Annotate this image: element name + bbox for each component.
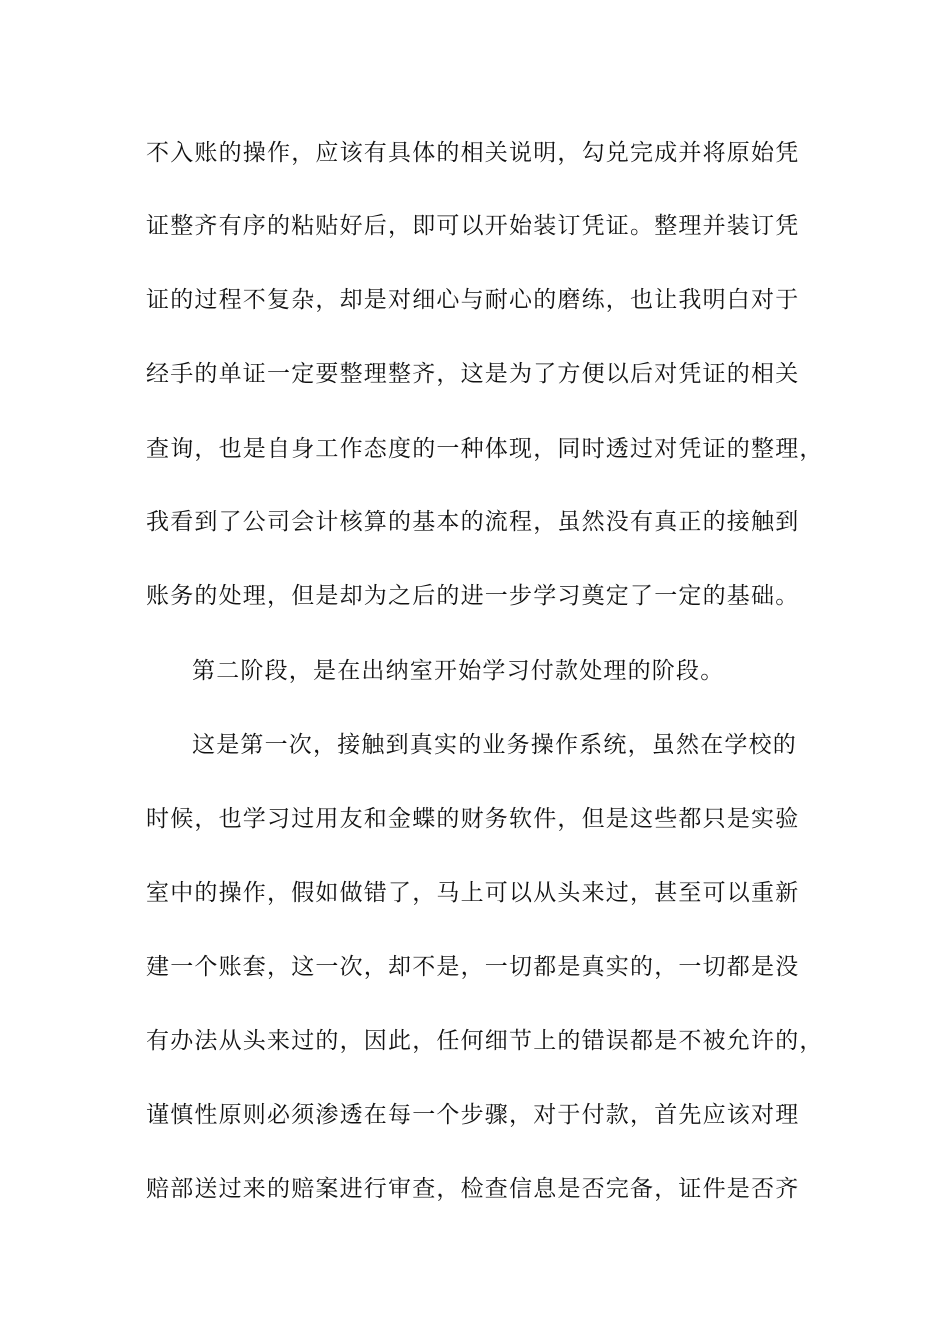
text-line: 查询，也是自身工作态度的一种体现，同时透过对凭证的整理， (146, 436, 824, 462)
text-line: 室中的操作，假如做错了，马上可以从头来过，甚至可以重新 (146, 880, 800, 906)
paragraph-heading-line: 第二阶段，是在出纳室开始学习付款处理的阶段。 (192, 658, 725, 684)
text-line: 时候，也学习过用友和金蝶的财务软件，但是这些都只是实验 (146, 806, 800, 832)
text-line: 不入账的操作，应该有具体的相关说明，勾兑完成并将原始凭 (146, 140, 800, 166)
text-line: 账务的处理，但是却为之后的进一步学习奠定了一定的基础。 (146, 583, 800, 609)
text-line: 我看到了公司会计核算的基本的流程，虽然没有真正的接触到 (146, 509, 800, 535)
text-line: 证的过程不复杂，却是对细心与耐心的磨练，也让我明白对于 (146, 287, 800, 313)
text-line: 经手的单证一定要整理整齐，这是为了方便以后对凭证的相关 (146, 361, 800, 387)
text-line: 谨慎性原则必须渗透在每一个步骤，对于付款，首先应该对理 (146, 1102, 800, 1128)
text-line: 证整齐有序的粘贴好后，即可以开始装订凭证。整理并装订凭 (146, 213, 800, 239)
text-line: 赔部送过来的赔案进行审查，检查信息是否完备，证件是否齐 (146, 1176, 800, 1202)
text-line: 建一个账套，这一次，却不是，一切都是真实的，一切都是没 (146, 954, 800, 980)
text-line: 有办法从头来过的，因此，任何细节上的错误都是不被允许的， (146, 1028, 824, 1054)
paragraph-first-line: 这是第一次，接触到真实的业务操作系统，虽然在学校的 (192, 732, 797, 758)
